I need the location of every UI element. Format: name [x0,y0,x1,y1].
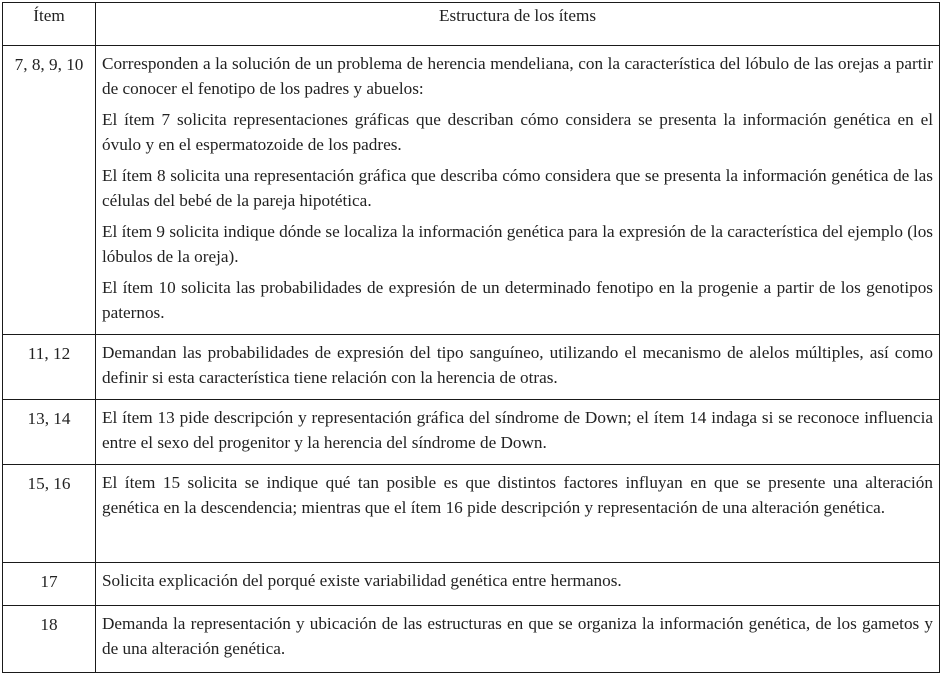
item-numbers: 15, 16 [3,465,96,563]
description-paragraph: El ítem 9 solicita indique dónde se localiza la información genética para la expresión de la característica del ejemplo (los lóbulos de la oreja). [102,222,933,266]
item-numbers: 17 [3,563,96,606]
item-description [96,465,940,563]
header-item: Ítem [3,3,96,46]
header-row [3,3,940,46]
table-row [3,563,940,606]
header-structure: Estructura de los ítems [96,3,940,46]
description-paragraph: Solicita explicación del porqué existe variabilidad genética entre hermanos. [102,571,622,590]
item-description [96,400,940,465]
item-numbers: 18 [3,606,96,673]
description-paragraph: El ítem 15 solicita se indique qué tan posible es que distintos factores influyan en que se presente una alteración genética en la descendencia; mientras que el ítem 16 pide descripción y representación de una alteración genética. [102,473,933,517]
item-numbers: 7, 8, 9, 10 [3,46,96,335]
table-row [3,400,940,465]
table-row [3,335,940,400]
item-description [96,46,940,335]
description-paragraph: Demanda la representación y ubicación de las estructuras en que se organiza la información genética, de los gametos y de una alteración genética. [102,614,933,658]
item-description [96,606,940,673]
item-description [96,335,940,400]
table-row [3,46,940,335]
description-paragraph: El ítem 10 solicita las probabilidades de expresión de un determinado fenotipo en la progenie a partir de los genotipos paternos. [102,278,933,322]
item-numbers: 13, 14 [3,400,96,465]
table-row [3,606,940,673]
item-numbers: 11, 12 [3,335,96,400]
table-row [3,465,940,563]
description-paragraph: El ítem 7 solicita representaciones gráficas que describan cómo considera se presenta la información genética en el óvulo y en el espermatozoide de los padres. [102,110,933,154]
item-description [96,563,940,606]
items-structure-table [2,2,940,673]
description-paragraph: El ítem 13 pide descripción y representación gráfica del síndrome de Down; el ítem 14 indaga si se reconoce influencia entre el sexo del progenitor y la herencia del síndrome de Down. [102,408,933,452]
description-paragraph: Demandan las probabilidades de expresión del tipo sanguíneo, utilizando el mecanismo de alelos múltiples, así como definir si esta característica tiene relación con la herencia de otras. [102,343,933,387]
description-paragraph: Corresponden a la solución de un problema de herencia mendeliana, con la característica del lóbulo de las orejas a partir de conocer el fenotipo de los padres y abuelos: [102,54,933,98]
description-paragraph: El ítem 8 solicita una representación gráfica que describa cómo considera que se presenta la información genética de las células del bebé de la pareja hipotética. [102,166,933,210]
